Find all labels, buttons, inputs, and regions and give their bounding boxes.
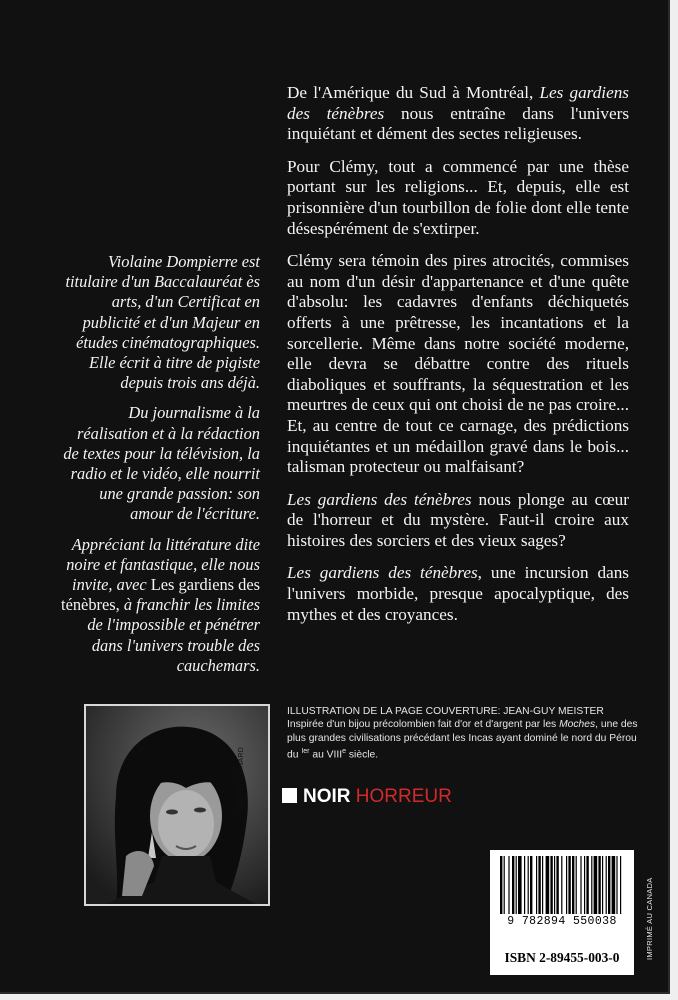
book-title-mention: Les gardiens des ténèbres	[287, 489, 472, 509]
barcode-bar	[616, 856, 617, 914]
barcode-bar	[594, 856, 598, 914]
barcode-bar	[572, 856, 574, 914]
collection-name: NOIR	[303, 786, 351, 807]
barcode-bar	[524, 856, 525, 914]
book-title-mention: Les gardiens des ténèbres	[287, 563, 478, 583]
barcode-bar	[580, 856, 581, 914]
barcode-bar	[584, 856, 585, 914]
credit-superscript: e	[342, 748, 347, 756]
synopsis-text: De l'Amérique du Sud à Montréal,	[287, 83, 540, 102]
barcode-bar	[612, 856, 616, 914]
barcode-bar	[530, 856, 532, 914]
synopsis-text: nous entraîne dans l'univers inquiétant et dément des sectes religieuses.	[287, 103, 630, 144]
collection-genre: HORREUR	[355, 786, 452, 807]
synopsis-paragraph-4	[287, 490, 629, 552]
barcode-digits: 9 782894 550038	[507, 915, 617, 928]
book-title-mention: Les gardiens des ténèbres	[287, 83, 629, 123]
credit-text: Inspirée d'un bijou précolombien fait d'or et d'argent par les	[287, 719, 560, 731]
barcode-bar	[528, 856, 529, 914]
barcode-bar	[586, 856, 588, 914]
synopsis	[287, 83, 629, 637]
barcode-bar	[504, 856, 505, 914]
barcode-bar	[554, 856, 555, 914]
square-icon	[282, 788, 297, 803]
barcode-bar	[512, 856, 514, 914]
barcode-bar	[538, 856, 540, 914]
bio-paragraph-3	[60, 535, 260, 676]
barcode-bar	[542, 856, 543, 914]
synopsis-paragraph-5	[287, 563, 629, 625]
barcode-bar	[566, 856, 567, 914]
book-title-mention: Les gardiens des ténèbres,	[61, 575, 260, 615]
synopsis-paragraph-2: Pour Clémy, tout a commencé par une thèse portant sur les religions... Et, depuis, elle est prisonnière d'un tourbillon de folie dont elle tente désespérément de s'extirper.	[287, 156, 629, 238]
barcode-bar	[576, 856, 577, 914]
bio-paragraph-2: Du journalisme à la réalisation et à la rédaction de textes pour la télévision, la radio et le vidéo, elle nourrit une grande passion: son amour de l'écriture.	[63, 403, 260, 524]
credit-text: au VIII	[309, 749, 343, 761]
barcode-bar	[550, 856, 552, 914]
barcode-bar	[516, 856, 517, 914]
cover-illustration-credits	[287, 705, 642, 762]
isbn: ISBN 2-89455-003-0	[504, 950, 620, 965]
barcode-bar	[556, 856, 558, 914]
illustration-note	[287, 718, 642, 762]
synopsis-paragraph-1	[287, 83, 629, 145]
barcode-bar	[518, 856, 522, 914]
bio-paragraph-1: Violaine Dompierre est titulaire d'un Baccalauréat ès arts, d'un Certificat en publicité et d'un Majeur en études cinématographiques. Elle écrit à titre de pigiste depuis trois ans déjà.	[65, 252, 260, 393]
printed-in-label: IMPRIMÉ AU CANADA	[645, 877, 654, 960]
barcode-bar	[546, 856, 550, 914]
credit-text: , une des plus grandes civilisations précédant les Incas ayant dominé le nord du Pérou du	[287, 719, 638, 761]
credit-text: siècle.	[346, 749, 379, 761]
barcode-bar	[598, 856, 600, 914]
credit-superscript: Ier	[301, 748, 310, 756]
barcode-bar	[568, 856, 570, 914]
barcode-bar	[536, 856, 537, 914]
synopsis-paragraph-3: Clémy sera témoin des pires atrocités, commises au nom d'un désir d'appartenance et d'une quête d'absolu: les cadavres d'enfants déchiquetés offerts à une prêtresse, les incantations et la sorcellerie. Même dans notre société moderne, elle devra se débattre contre des rituels diaboliques et souffrants, la séquestration et les meurtres de ceux qui ont choisi de ne pas croire... Et, au centre de tout ce carnage, des prédictions inquiétantes et un médaillon gravé dans le bois... talisman protecteur ou malfaisant?	[287, 251, 629, 477]
photo-credit: MARTIN DIGNARD	[238, 746, 245, 812]
synopsis-text: nous plonge au cœur de l'horreur et du mystère. Faut-il croire aux histoires des sorciers et des vieux sages?	[287, 489, 629, 550]
barcode-bar	[620, 856, 621, 914]
barcode-bar	[500, 856, 502, 914]
bio-text: à franchir les limites de l'impossible et pénétrer dans l'univers trouble des cauchemars.	[87, 595, 260, 675]
barcode	[490, 850, 634, 975]
barcode-bar	[608, 856, 610, 914]
synopsis-text: , une incursion dans l'univers morbide, presque apocalyptique, des mythes et des croyances.	[287, 563, 629, 624]
bio-text: Appréciant la littérature dite noire et fantastique, elle nous invite, avec	[66, 534, 260, 595]
collection-label	[282, 786, 452, 808]
barcode-bar	[508, 856, 509, 914]
illustration-credit-line: ILLUSTRATION DE LA PAGE COUVERTURE: JEAN-GUY MEISTER	[287, 706, 604, 717]
barcode-bar	[602, 856, 603, 914]
credit-emphasis: Moches	[559, 719, 596, 731]
barcode-icon	[490, 850, 634, 918]
barcode-bar	[561, 856, 562, 914]
barcode-bar	[591, 856, 592, 914]
barcode-bar	[606, 856, 607, 914]
author-bio	[60, 252, 260, 686]
